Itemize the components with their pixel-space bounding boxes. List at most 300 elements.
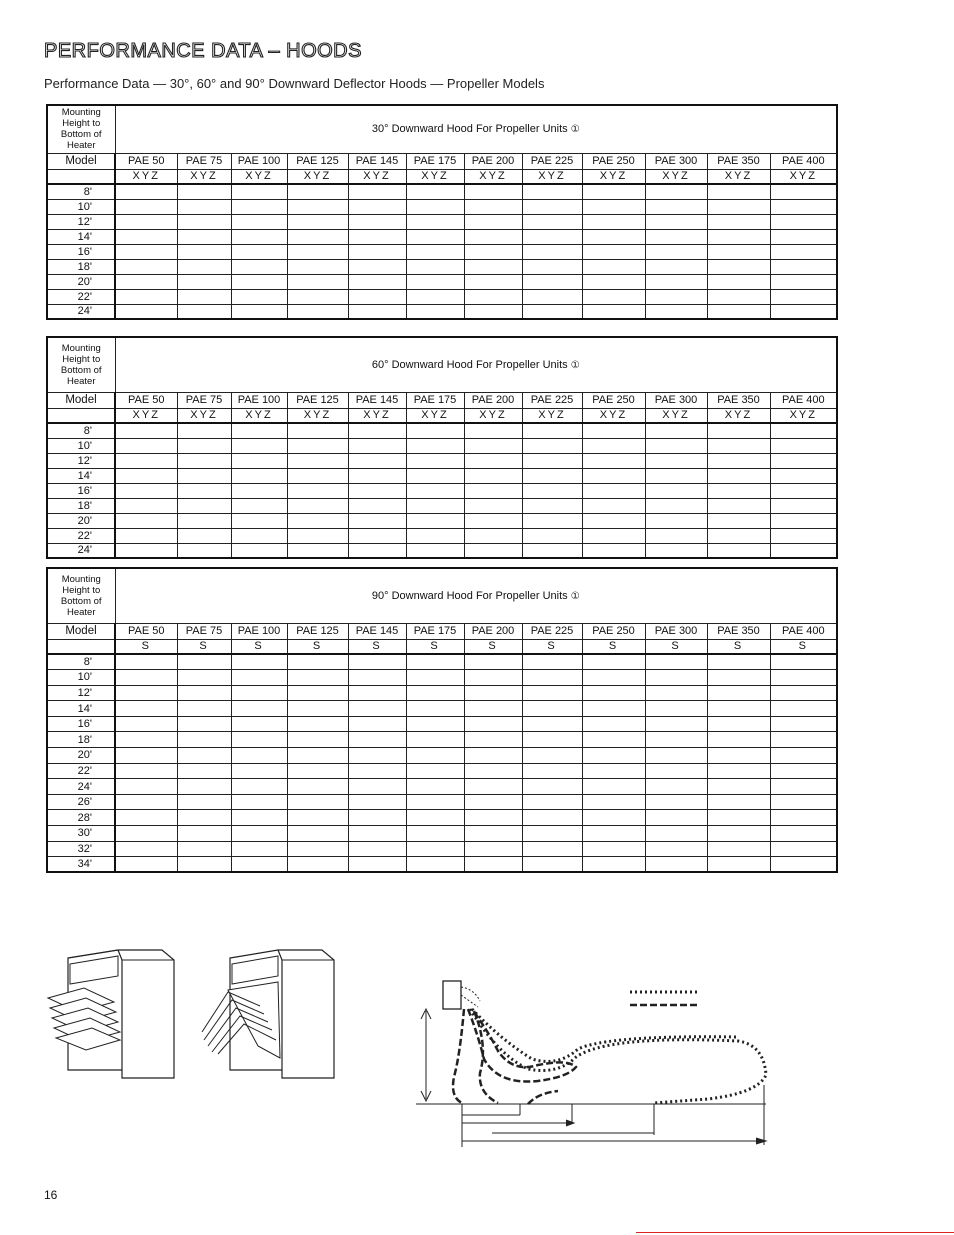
data-cell <box>522 468 582 483</box>
data-cell <box>231 483 287 498</box>
table-row <box>47 498 837 513</box>
sub-header-cell: XYZ <box>115 169 177 184</box>
data-cell <box>115 259 177 274</box>
data-cell <box>406 498 464 513</box>
data-cell <box>115 763 177 779</box>
data-cell <box>522 229 582 244</box>
data-cell <box>464 841 522 857</box>
sub-header-cell: XYZ <box>406 169 464 184</box>
table-row <box>47 244 837 259</box>
model-header: PAE 350 <box>707 392 770 408</box>
model-header: PAE 75 <box>177 153 231 169</box>
sub-header-cell: XYZ <box>770 408 837 423</box>
table-row <box>47 438 837 453</box>
data-cell <box>707 716 770 732</box>
height-label: 8' <box>47 654 115 670</box>
model-header: PAE 225 <box>522 153 582 169</box>
data-cell <box>177 229 231 244</box>
data-cell <box>406 716 464 732</box>
model-header: PAE 400 <box>770 392 837 408</box>
sub-header-cell: XYZ <box>522 169 582 184</box>
data-cell <box>231 423 287 438</box>
data-cell <box>348 543 406 558</box>
data-cell <box>348 763 406 779</box>
data-cell <box>522 453 582 468</box>
data-cell <box>115 670 177 686</box>
data-cell <box>707 438 770 453</box>
sub-header-blank <box>47 639 115 654</box>
data-cell <box>770 716 837 732</box>
sub-header-cell: XYZ <box>287 408 348 423</box>
data-cell <box>177 199 231 214</box>
data-cell <box>177 826 231 842</box>
data-cell <box>645 763 707 779</box>
model-header: PAE 175 <box>406 623 464 639</box>
data-cell <box>770 304 837 319</box>
data-cell <box>582 274 645 289</box>
data-cell <box>177 779 231 795</box>
data-cell <box>177 214 231 229</box>
data-cell <box>177 438 231 453</box>
height-label: 16' <box>47 483 115 498</box>
data-cell <box>522 748 582 764</box>
height-label: 14' <box>47 468 115 483</box>
data-cell <box>707 528 770 543</box>
data-cell <box>287 841 348 857</box>
table-title <box>115 105 837 153</box>
footer-accent-line <box>636 1232 954 1233</box>
data-cell <box>177 423 231 438</box>
data-cell <box>406 779 464 795</box>
data-cell <box>645 654 707 670</box>
data-cell <box>348 779 406 795</box>
data-cell <box>287 779 348 795</box>
data-cell <box>582 513 645 528</box>
data-cell <box>348 274 406 289</box>
data-cell <box>115 779 177 795</box>
sub-header-cell: S <box>707 639 770 654</box>
data-cell <box>770 701 837 717</box>
data-cell <box>464 438 522 453</box>
data-cell <box>707 857 770 873</box>
data-cell <box>464 214 522 229</box>
sub-header-cell: XYZ <box>406 408 464 423</box>
table-row <box>47 701 837 717</box>
data-cell <box>287 763 348 779</box>
data-cell <box>115 184 177 199</box>
model-label: Model <box>47 153 115 169</box>
height-label: 10' <box>47 438 115 453</box>
sub-header-cell: S <box>522 639 582 654</box>
sub-header-cell: S <box>582 639 645 654</box>
data-cell <box>522 716 582 732</box>
data-cell <box>770 841 837 857</box>
data-cell <box>287 199 348 214</box>
data-cell <box>645 513 707 528</box>
table-row <box>47 810 837 826</box>
data-cell <box>177 498 231 513</box>
model-header: PAE 125 <box>287 392 348 408</box>
data-cell <box>464 732 522 748</box>
data-cell <box>645 528 707 543</box>
table-row <box>47 685 837 701</box>
data-cell <box>348 654 406 670</box>
data-cell <box>406 857 464 873</box>
data-cell <box>770 259 837 274</box>
data-cell <box>522 732 582 748</box>
data-cell <box>348 423 406 438</box>
data-cell <box>177 528 231 543</box>
sub-header-cell: XYZ <box>582 169 645 184</box>
data-cell <box>406 438 464 453</box>
data-cell <box>406 810 464 826</box>
data-cell <box>348 289 406 304</box>
model-header: PAE 200 <box>464 392 522 408</box>
data-cell <box>645 543 707 558</box>
data-cell <box>348 794 406 810</box>
model-header: PAE 250 <box>582 153 645 169</box>
data-cell <box>406 513 464 528</box>
height-label: 18' <box>47 259 115 274</box>
table-row <box>47 513 837 528</box>
data-cell <box>231 528 287 543</box>
data-cell <box>645 748 707 764</box>
data-cell <box>582 289 645 304</box>
table-row <box>47 259 837 274</box>
mounting-height-label: Mounting Height to Bottom of Heater <box>47 105 115 153</box>
data-cell <box>464 468 522 483</box>
data-cell <box>231 304 287 319</box>
data-cell <box>231 794 287 810</box>
data-cell <box>115 244 177 259</box>
data-cell <box>522 701 582 717</box>
sub-header-cell: XYZ <box>464 169 522 184</box>
sub-header-cell: XYZ <box>645 169 707 184</box>
data-cell <box>177 468 231 483</box>
table-row <box>47 528 837 543</box>
data-cell <box>770 244 837 259</box>
model-header: PAE 200 <box>464 623 522 639</box>
table-row <box>47 453 837 468</box>
sub-header-cell: XYZ <box>348 408 406 423</box>
data-cell <box>177 748 231 764</box>
data-cell <box>582 543 645 558</box>
data-cell <box>115 498 177 513</box>
data-cell <box>177 259 231 274</box>
data-cell <box>348 685 406 701</box>
data-cell <box>464 199 522 214</box>
data-cell <box>582 483 645 498</box>
table-row <box>47 841 837 857</box>
data-cell <box>464 453 522 468</box>
data-cell <box>582 670 645 686</box>
data-cell <box>770 289 837 304</box>
data-cell <box>582 810 645 826</box>
data-cell <box>287 794 348 810</box>
data-cell <box>582 748 645 764</box>
sub-header-cell: XYZ <box>115 408 177 423</box>
data-cell <box>707 259 770 274</box>
data-cell <box>707 841 770 857</box>
data-cell <box>406 826 464 842</box>
table-row <box>47 654 837 670</box>
data-cell <box>348 199 406 214</box>
data-cell <box>707 423 770 438</box>
data-cell <box>115 841 177 857</box>
data-cell <box>464 701 522 717</box>
model-header: PAE 300 <box>645 623 707 639</box>
data-cell <box>522 810 582 826</box>
data-cell <box>770 732 837 748</box>
data-cell <box>707 483 770 498</box>
data-cell <box>464 229 522 244</box>
data-cell <box>287 229 348 244</box>
data-cell <box>115 543 177 558</box>
data-cell <box>464 274 522 289</box>
data-cell <box>115 857 177 873</box>
data-cell <box>707 701 770 717</box>
table-row <box>47 670 837 686</box>
data-cell <box>522 289 582 304</box>
table-title <box>115 568 837 623</box>
data-cell <box>406 748 464 764</box>
data-cell <box>645 244 707 259</box>
data-cell <box>287 732 348 748</box>
data-cell <box>707 794 770 810</box>
data-cell <box>522 543 582 558</box>
sub-header-cell: XYZ <box>287 169 348 184</box>
data-cell <box>464 716 522 732</box>
data-cell <box>348 244 406 259</box>
model-header: PAE 400 <box>770 623 837 639</box>
data-cell <box>231 857 287 873</box>
height-label: 28' <box>47 810 115 826</box>
data-cell <box>406 528 464 543</box>
data-cell <box>522 513 582 528</box>
data-cell <box>406 274 464 289</box>
height-label: 24' <box>47 304 115 319</box>
model-row <box>47 392 837 408</box>
data-cell <box>582 857 645 873</box>
height-label: 12' <box>47 685 115 701</box>
data-cell <box>645 732 707 748</box>
data-cell <box>707 274 770 289</box>
data-cell <box>464 654 522 670</box>
data-cell <box>231 498 287 513</box>
data-cell <box>348 732 406 748</box>
model-header: PAE 350 <box>707 623 770 639</box>
data-cell <box>522 528 582 543</box>
data-cell <box>522 483 582 498</box>
data-cell <box>177 763 231 779</box>
height-label: 32' <box>47 841 115 857</box>
data-cell <box>348 528 406 543</box>
data-cell <box>231 810 287 826</box>
data-cell <box>231 259 287 274</box>
data-cell <box>406 184 464 199</box>
sub-header-cell: S <box>231 639 287 654</box>
data-cell <box>348 259 406 274</box>
heater-30-degree-hood-illustration <box>44 940 184 1080</box>
model-header: PAE 75 <box>177 623 231 639</box>
model-row <box>47 153 837 169</box>
data-cell <box>707 229 770 244</box>
data-cell <box>464 498 522 513</box>
sub-header-row <box>47 408 837 423</box>
model-header: PAE 250 <box>582 392 645 408</box>
data-cell <box>522 826 582 842</box>
data-cell <box>582 826 645 842</box>
data-cell <box>464 528 522 543</box>
data-cell <box>522 259 582 274</box>
table-title <box>115 337 837 392</box>
data-cell <box>645 453 707 468</box>
mounting-height-label: Mounting Height to Bottom of Heater <box>47 337 115 392</box>
data-cell <box>645 685 707 701</box>
data-cell <box>770 810 837 826</box>
table-row <box>47 716 837 732</box>
data-cell <box>770 438 837 453</box>
table-row <box>47 779 837 795</box>
data-cell <box>645 857 707 873</box>
data-cell <box>348 513 406 528</box>
model-header: PAE 100 <box>231 153 287 169</box>
data-cell <box>645 779 707 795</box>
data-cell <box>115 229 177 244</box>
data-cell <box>287 468 348 483</box>
footnote-mark: ① <box>570 590 580 602</box>
data-cell <box>115 826 177 842</box>
height-label: 20' <box>47 513 115 528</box>
data-cell <box>770 654 837 670</box>
data-cell <box>287 670 348 686</box>
data-cell <box>287 826 348 842</box>
data-cell <box>707 654 770 670</box>
data-cell <box>582 468 645 483</box>
data-cell <box>231 685 287 701</box>
data-cell <box>287 438 348 453</box>
data-cell <box>177 841 231 857</box>
data-cell <box>115 199 177 214</box>
footnote-mark: ① <box>570 359 580 371</box>
data-cell <box>464 513 522 528</box>
page-subtitle: Performance Data — 30°, 60° and 90° Downward Deflector Hoods — Propeller Models <box>44 76 545 91</box>
data-cell <box>582 701 645 717</box>
sub-header-blank <box>47 169 115 184</box>
data-cell <box>645 498 707 513</box>
data-cell <box>770 423 837 438</box>
data-cell <box>115 304 177 319</box>
data-cell <box>645 483 707 498</box>
data-cell <box>348 826 406 842</box>
data-cell <box>707 763 770 779</box>
data-cell <box>707 685 770 701</box>
data-cell <box>231 841 287 857</box>
sub-header-cell: XYZ <box>231 408 287 423</box>
data-cell <box>177 670 231 686</box>
data-cell <box>645 289 707 304</box>
data-cell <box>406 468 464 483</box>
data-cell <box>770 214 837 229</box>
data-cell <box>522 184 582 199</box>
data-cell <box>231 826 287 842</box>
data-cell <box>348 857 406 873</box>
data-cell <box>707 779 770 795</box>
table-title-text: 60° Downward Hood For Propeller Units <box>371 358 568 371</box>
data-cell <box>645 199 707 214</box>
model-header: PAE 75 <box>177 392 231 408</box>
data-cell <box>231 513 287 528</box>
data-cell <box>231 763 287 779</box>
sub-header-cell: XYZ <box>582 408 645 423</box>
data-cell <box>115 214 177 229</box>
model-header: PAE 50 <box>115 153 177 169</box>
data-cell <box>707 513 770 528</box>
data-cell <box>770 794 837 810</box>
data-cell <box>177 289 231 304</box>
table-row <box>47 826 837 842</box>
data-cell <box>582 423 645 438</box>
data-cell <box>582 184 645 199</box>
data-cell <box>522 423 582 438</box>
data-cell <box>115 701 177 717</box>
data-cell <box>464 423 522 438</box>
data-cell <box>522 685 582 701</box>
data-cell <box>115 513 177 528</box>
data-cell <box>231 670 287 686</box>
data-cell <box>770 528 837 543</box>
data-cell <box>770 184 837 199</box>
data-cell <box>287 654 348 670</box>
height-label: 26' <box>47 794 115 810</box>
height-label: 18' <box>47 732 115 748</box>
data-cell <box>707 214 770 229</box>
height-label: 14' <box>47 701 115 717</box>
sub-header-row <box>47 639 837 654</box>
data-cell <box>645 701 707 717</box>
data-cell <box>645 468 707 483</box>
data-cell <box>522 654 582 670</box>
data-cell <box>348 468 406 483</box>
data-cell <box>115 483 177 498</box>
data-cell <box>582 438 645 453</box>
data-cell <box>231 654 287 670</box>
sub-header-cell: XYZ <box>231 169 287 184</box>
height-label: 12' <box>47 453 115 468</box>
sub-header-cell: S <box>645 639 707 654</box>
data-cell <box>406 685 464 701</box>
data-cell <box>464 763 522 779</box>
model-header: PAE 175 <box>406 153 464 169</box>
height-label: 30' <box>47 826 115 842</box>
data-cell <box>231 184 287 199</box>
data-cell <box>231 438 287 453</box>
data-cell <box>177 543 231 558</box>
data-cell <box>770 826 837 842</box>
table-row <box>47 274 837 289</box>
data-cell <box>115 468 177 483</box>
data-cell <box>645 214 707 229</box>
data-cell <box>177 857 231 873</box>
data-cell <box>522 498 582 513</box>
model-header: PAE 250 <box>582 623 645 639</box>
data-cell <box>582 716 645 732</box>
data-cell <box>231 748 287 764</box>
data-cell <box>645 794 707 810</box>
data-cell <box>582 841 645 857</box>
data-cell <box>406 304 464 319</box>
data-cell <box>287 304 348 319</box>
